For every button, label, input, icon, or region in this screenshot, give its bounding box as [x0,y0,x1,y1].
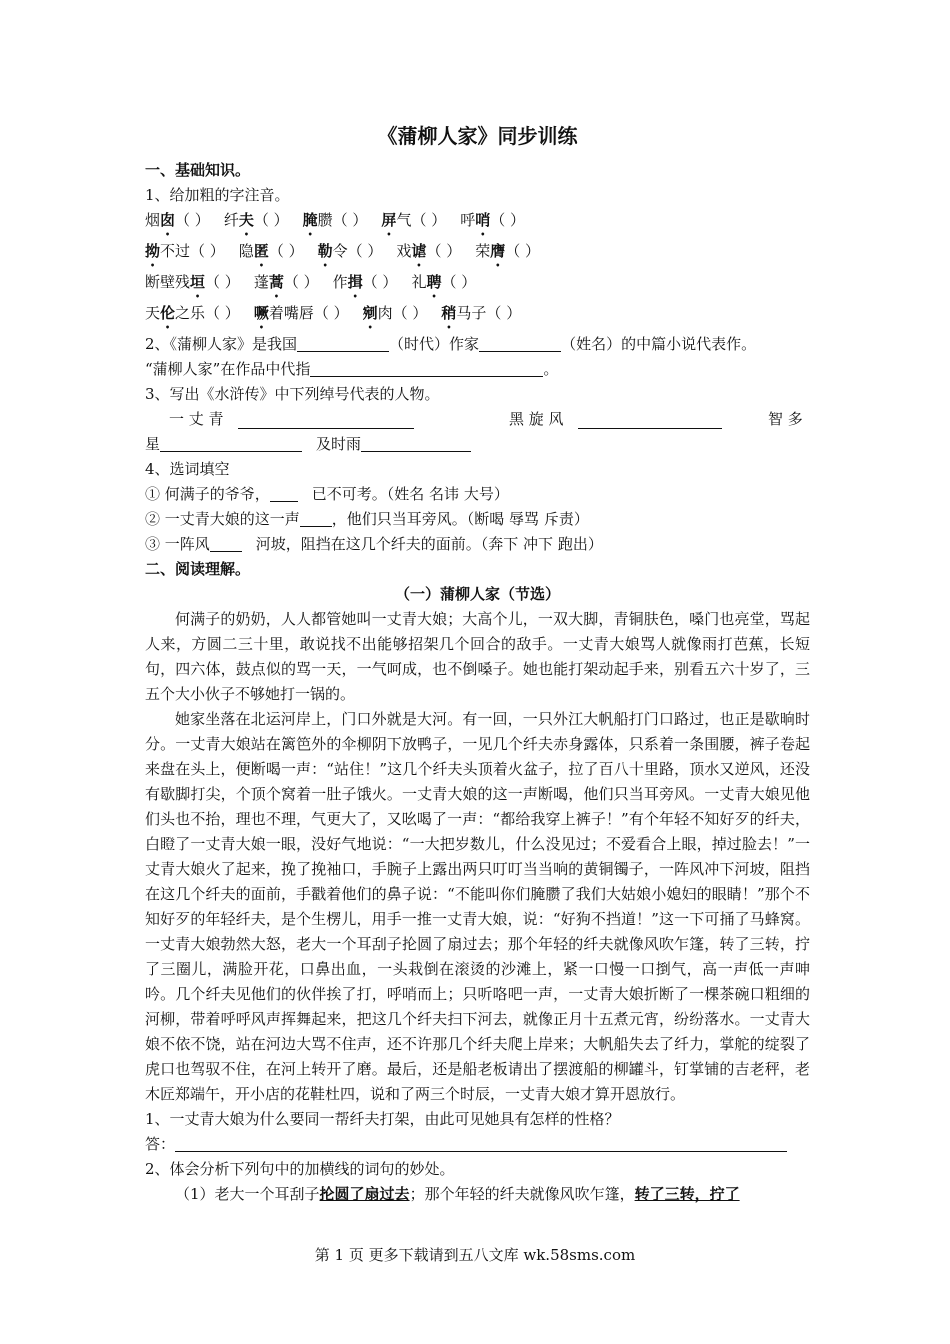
bold-character: 聘 [426,273,442,291]
q2-text-e: 。 [543,360,559,378]
word-text: （ ） [205,273,240,291]
pinyin-row [145,208,810,239]
word-text: 不过（ ） [160,242,225,260]
q1-prompt: 1、给加粗的字注音。 [145,186,290,204]
q2-1-text-a: （1）老大一个耳刮子 [175,1185,320,1203]
bold-character: 揖 [347,273,363,291]
meaning-blank[interactable] [310,359,543,377]
q4-prompt: 4、选词填空 [145,460,230,478]
reading-q2-1 [145,1182,810,1207]
bold-character: 噘 [253,304,269,322]
q4-item-3-text: ③ 一阵风 [145,535,210,553]
reading-q2: 2、体会分析下列句中的加横线的词句的妙处。 [145,1160,455,1178]
word-text: 气（ ） [396,211,447,229]
word-text: （ ） [253,211,289,229]
bold-character: 夫 [238,211,254,229]
word-text: 马子（ ） [456,304,522,322]
q4-item-2 [145,507,810,532]
pinyin-row [145,270,810,301]
nickname-jishiyu: 及时雨 [316,435,362,453]
jishiyu-blank[interactable] [361,434,471,452]
q4-item-2-blank[interactable] [300,509,332,527]
pinyin-row [145,301,810,332]
page-footer: 第 1 页 更多下载请到五八文库 wk.58sms.com [314,1246,636,1264]
pinyin-item [145,211,210,229]
q2-1-underlined-b: 转了三转，拧了 [634,1185,740,1203]
pinyin-item [145,304,240,322]
pinyin-item [475,242,540,260]
bold-character: 哨 [475,211,491,229]
zhiduoxing-blank[interactable] [160,434,302,452]
pinyin-item [381,211,446,229]
pinyin-item [239,242,304,260]
q3-line2 [145,432,810,457]
word-text: 隐 [238,242,254,260]
reading-q1: 1、一丈青大娘为什么要同一帮纤夫打架，由此可见她具有怎样的性格？ [145,1110,620,1128]
pinyin-item [254,273,319,291]
worksheet-page [145,118,810,1207]
q4-item-3-blank[interactable] [210,534,242,552]
nickname-yizhangqing: 一 丈 青 [169,410,224,428]
q4-item-1-options: 已不可考。（姓名 名讳 大号） [311,485,509,503]
bold-character: 匿 [253,242,269,260]
pinyin-item [145,242,225,260]
pinyin-item [460,211,525,229]
word-text: （ ） [490,211,526,229]
word-text: 着嘴唇（ ） [268,304,349,322]
era-blank[interactable] [297,334,389,352]
word-text: 蓬 [253,273,269,291]
reading-paragraph-1: 何满子的奶奶，人人都管她叫一丈青大娘；大高个儿，一双大脚，青铜肤色，嗓门也亮堂，骂起人来，方圆二三十里，敢说找不出能够招架几个回合的敌手。一丈青大娘骂人就像雨打芭蕉，长短句，四六体，鼓点似的骂一天，一气呵成，也不倒嗓子。她也能打架动起手来，别看五六十岁了，三五个大小伙子不够她打一锅的。 [145,610,810,703]
pinyin-item [318,242,383,260]
bold-character: 拗 [145,242,161,260]
bold-character: 屏 [381,211,397,229]
q2-text-d: “蒲柳人家”在作品中代指 [145,360,311,378]
pinyin-item [303,211,368,229]
word-text: （ ） [268,242,304,260]
q4-item-3-options: 河坡，阻挡在这几个纤夫的面前。（奔下 冲下 跑出） [255,535,603,553]
pinyin-rows [145,208,810,332]
bold-character: 蒿 [268,273,284,291]
word-text: （ ） [175,211,210,229]
q2-line1 [145,332,810,357]
q2-text-a: 2、《蒲柳人家》是我国 [145,335,298,353]
word-text: 臜（ ） [317,211,368,229]
bold-character: 谑 [411,242,427,260]
pinyin-item [145,273,240,291]
bold-character: 腌 [302,211,318,229]
word-text: （ ） [362,273,398,291]
reading-subtitle: （一）蒲柳人家（节选） [394,585,560,603]
q2-text-c: （姓名）的中篇小说代表作。 [561,335,757,353]
word-text: 纤 [223,211,239,229]
word-text: 戏 [396,242,412,260]
q4-item-2-text: ② 一丈青大娘的这一声 [145,510,300,528]
answer-line [145,1132,810,1157]
word-text: 断壁残 [145,273,191,291]
q2-1-underlined-a: 抡圆了扇过去 [319,1185,410,1203]
q2-1-text-b: ；那个年轻的纤夫就像风吹乍篷， [409,1185,635,1203]
word-text: （ ） [441,273,477,291]
reading-paragraph-2: 她家坐落在北运河岸上，门口外就是大河。有一回，一只外江大帆船打门口路过，也正是歇晌时分。一丈青大娘站在篱笆外的伞柳阴下放鸭子，一见几个纤夫赤身露体，只系着一条围腰，裤子卷起来盘在头上，便断喝一声：“站住！”这几个纤夫头顶着火盆子，拉了百八十里路，顶水又逆风，还没有歇脚打尖，个顶个窝着一肚子饿火。一丈青大娘的这一声断喝，他们只当耳旁风。一丈青大娘见他们头也不抬，理也不理，气更大了，又吆喝了一声：“都给我穿上裤子！”有个年轻不知好歹的纤夫，白瞪了一丈青大娘一眼，没好气地说：“一大把岁数儿，什么没见过；不爱看合上眼，掉过脸去！”一丈青大娘火了起来，挽了挽袖口，手腕子上露出两只叮叮当当响的黄铜镯子，一阵风冲下河坡，阻挡在这几个纤夫的面前，手戳着他们的鼻子说：“不能叫你们腌臜了我们大姑娘小媳妇的眼睛！”那个不知好歹的年轻纤夫，是个生楞儿，用手一推一丈青大娘，说：“好狗不挡道！”这一下可捅了马蜂窝。一丈青大娘勃然大怒，老大一个耳刮子抡圆了扇过去；那个年轻的纤夫就像风吹乍篷，转了三转，拧了三圈儿，满脸开花，口鼻出血，一头栽倒在滚烫的沙滩上，紧一口慢一口捯气，高一声低一声呻吟。几个纤夫见他们的伙伴挨了打，呼哨而上；只听咯吧一声，一丈青大娘折断了一棵茶碗口粗细的河柳，带着呼呼风声挥舞起来，把这几个纤夫扫下河去，就像正月十五煮元宵，纷纷落水。一丈青大娘不依不饶，站在河边大骂不住声，还不许那几个纤夫爬上岸来；大帆船失去了纤力，掌舵的绽裂了虎口也驾驭不住，在河上转开了磨。最后，还是船老板请出了摆渡船的柳罐斗，钉掌铺的吉老秤，老木匠郑端午，开小店的花鞋杜四，说和了两三个时辰，一丈青大娘才算开恩放行。 [145,710,810,1103]
yizhangqing-blank[interactable] [238,411,414,429]
page-title: 《蒲柳人家》同步训练 [377,124,578,148]
nickname-heixuanfeng: 黑 旋 风 [509,410,564,428]
pinyin-item [224,211,289,229]
pinyin-item [363,304,428,322]
bold-character: 稍 [441,304,457,322]
pinyin-item [254,304,349,322]
q3-prompt: 3、写出《水浒传》中下列绰号代表的人物。 [145,385,440,403]
word-text: 荣 [475,242,491,260]
bold-character: 垣 [190,273,206,291]
bold-character: 伦 [160,304,176,322]
bold-character: 勒 [317,242,333,260]
pinyin-item [396,242,461,260]
pinyin-item [441,304,521,322]
pinyin-item [333,273,398,291]
word-text: 烟 [145,211,161,229]
word-text: 呼 [460,211,476,229]
q4-item-3 [145,532,810,557]
q4-item-1 [145,482,810,507]
word-text: （ ） [283,273,319,291]
word-text: （ ） [505,242,541,260]
q2-line2 [145,357,810,382]
word-text: 天 [145,304,161,322]
q4-item-1-text: ① 何满子的爷爷， [145,485,270,503]
bold-character: 囱 [160,211,176,229]
heixuanfeng-blank[interactable] [578,411,722,429]
word-text: 礼 [411,273,427,291]
word-text: （ ） [426,242,462,260]
pinyin-item [411,273,476,291]
bold-character: 膺 [490,242,506,260]
word-text: 令（ ） [332,242,383,260]
nickname-zhiduo: 智 多 [768,410,803,428]
q3-line1 [145,407,810,432]
bold-character: 剜 [362,304,378,322]
q4-item-2-options: ，他们只当耳旁风。（断喝 辱骂 斥责） [331,510,589,528]
q2-text-b: （时代）作家 [389,335,480,353]
author-blank[interactable] [479,334,561,352]
q4-item-1-blank[interactable] [270,484,298,502]
word-text: 作 [332,273,348,291]
pinyin-row [145,239,810,270]
answer-blank[interactable] [175,1134,787,1152]
word-text: 之乐（ ） [175,304,240,322]
word-text: 肉（ ） [377,304,428,322]
section1-heading: 一、基础知识。 [145,161,251,179]
section2-heading: 二、阅读理解。 [145,560,251,578]
answer-label: 答： [145,1135,176,1153]
nickname-zhiduoxing-tail: 星 [145,435,161,453]
